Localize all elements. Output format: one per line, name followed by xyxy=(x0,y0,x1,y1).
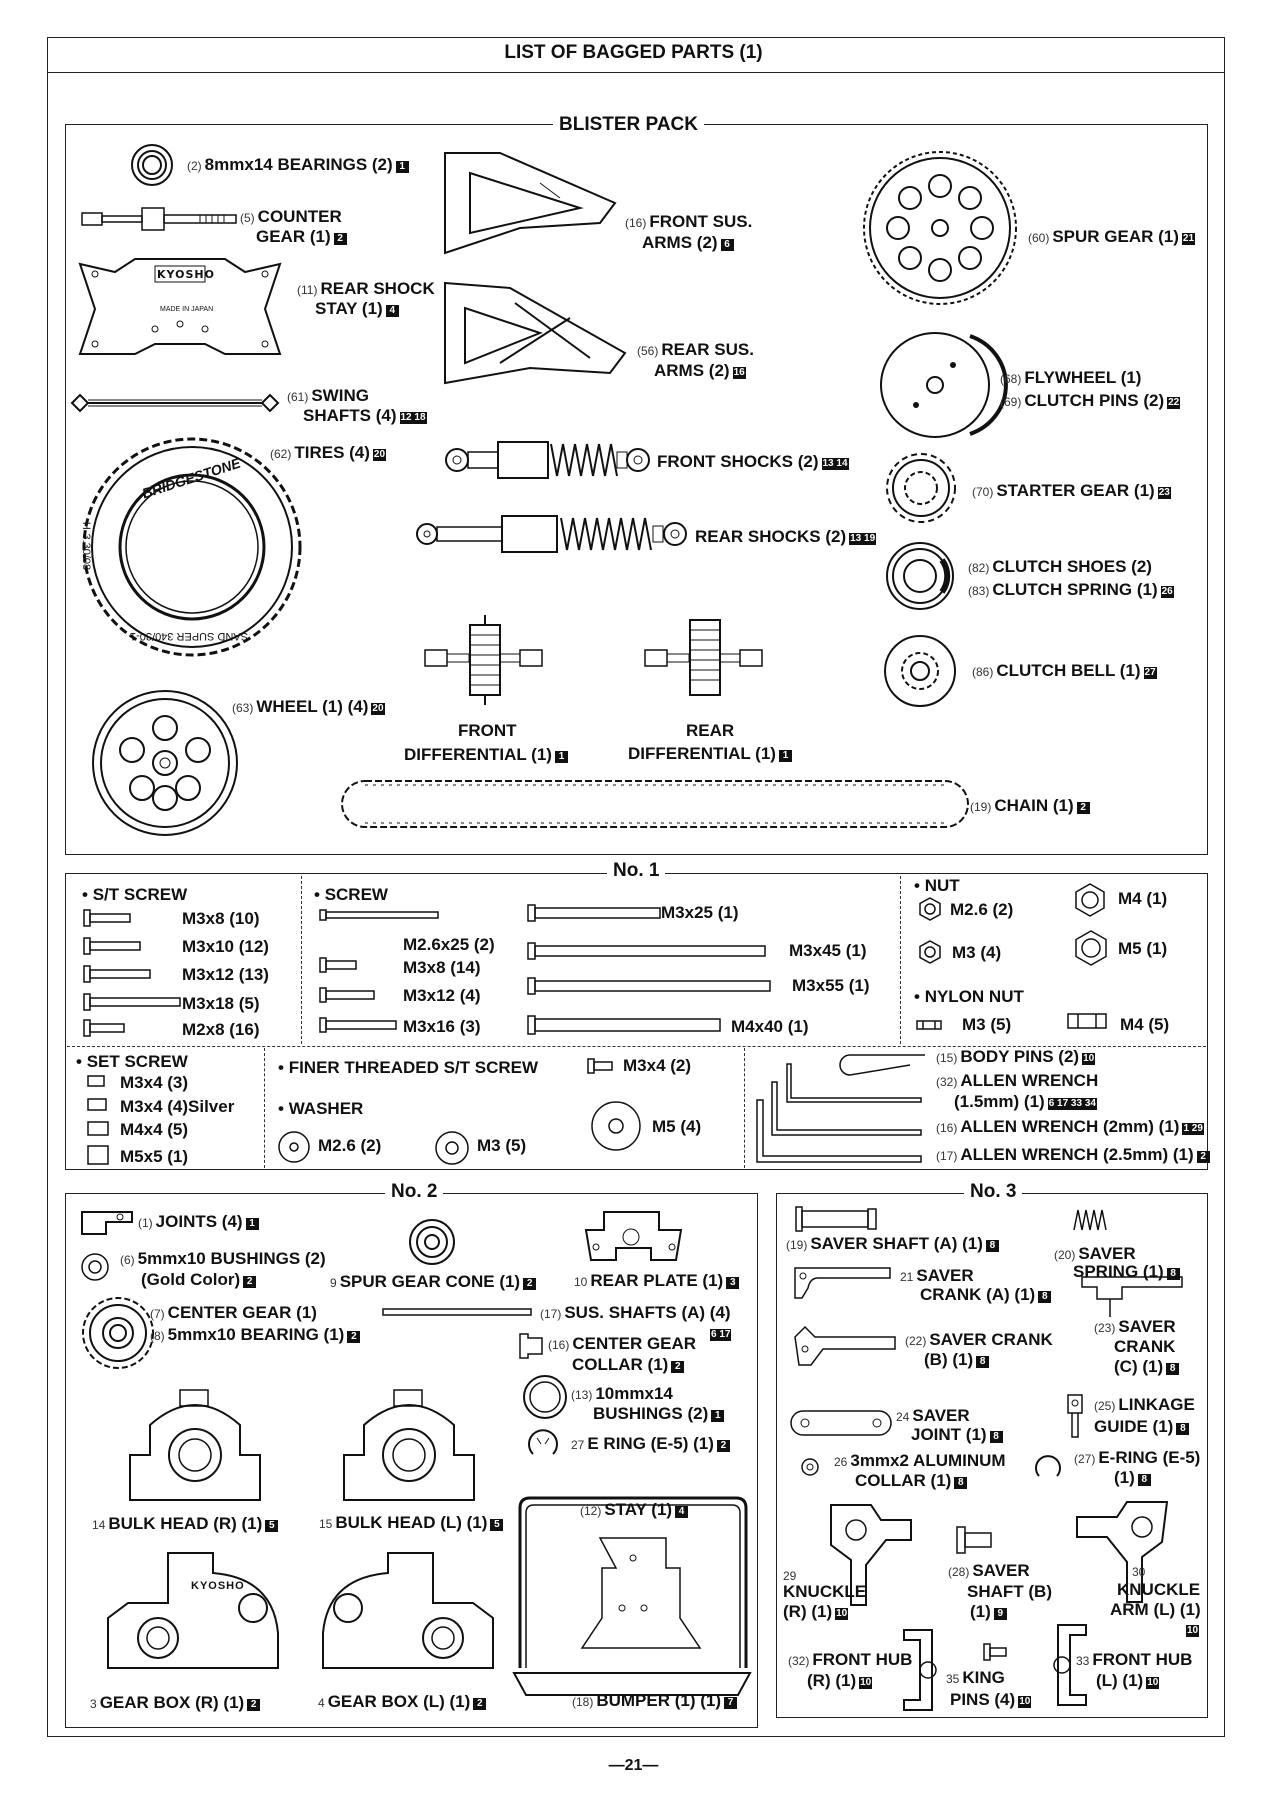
washer-m5-icon xyxy=(590,1100,642,1152)
nylon-nut-m4-icon xyxy=(1066,1010,1108,1032)
set-screw-4: M5x5 (1) xyxy=(120,1147,189,1166)
header-rule xyxy=(47,72,1225,73)
sus-shafts-badge: 6 17 xyxy=(711,1329,731,1340)
saver-shaft-a-drawing xyxy=(794,1205,878,1233)
front-shock-drawing xyxy=(443,438,653,482)
front-shocks-label: FRONT SHOCKS (2) 13 14 xyxy=(657,452,848,471)
gear-box-logo: KYOSHO xyxy=(191,1580,245,1592)
allen-2-label: (16) ALLEN WRENCH (2mm) (1) 1 29 xyxy=(936,1117,1203,1136)
saver-shaft-b-label: (28) SAVER xyxy=(948,1561,1030,1580)
spur-cone-label: 9 SPUR GEAR CONE (1) 2 xyxy=(330,1272,536,1293)
set-screw-1: M3x4 (3) xyxy=(120,1073,189,1092)
saver-shaft-b-l2: SHAFT (B) xyxy=(967,1582,1052,1601)
nut-m3-icon xyxy=(918,940,942,964)
finer-screw-icon xyxy=(586,1057,614,1075)
bulk-head-r-label: 14 BULK HEAD (R) (1) 5 xyxy=(92,1514,278,1535)
saver-spring-qty: SPRING (1) 8 xyxy=(1073,1262,1180,1281)
knuckle-l-label: 30 xyxy=(1132,1565,1146,1579)
wheel-drawing xyxy=(90,688,240,838)
rear-shock-stay-qty: STAY (1) 4 xyxy=(315,299,399,318)
knuckle-l-l1: KNUCKLE xyxy=(1117,1580,1201,1599)
saver-spring-label: (20) SAVER xyxy=(1054,1244,1136,1263)
joint-drawing xyxy=(80,1208,136,1238)
screw-6: M3x45 (1) xyxy=(789,941,867,960)
e-ring-n3-label: (27) E-RING (E-5) xyxy=(1074,1448,1201,1467)
page-title: LIST OF BAGGED PARTS (1) xyxy=(504,42,763,63)
allen-25-label: (17) ALLEN WRENCH (2.5mm) (1) 2 xyxy=(936,1145,1210,1166)
front-sus-arms-qty: ARMS (2) 6 xyxy=(642,233,734,252)
gear-box-r-drawing xyxy=(103,1543,283,1673)
st-screw-1: M3x8 (10) xyxy=(182,909,260,928)
nut-m4: M4 (1) xyxy=(1118,889,1168,908)
st-screw-5: M2x8 (16) xyxy=(182,1020,260,1039)
king-pins-label: 35 KING xyxy=(946,1668,1005,1687)
set-screw-2: M3x4 (4)Silver xyxy=(120,1097,235,1116)
clutch-bell-drawing xyxy=(882,633,958,709)
kyosho-logo: KYOSHO xyxy=(157,268,215,281)
front-differential-drawing xyxy=(420,610,550,710)
joints-label: (1) JOINTS (4) 1 xyxy=(138,1212,259,1233)
nut-m26-icon xyxy=(918,897,942,921)
screw-7: M3x55 (1) xyxy=(792,976,870,995)
spur-gear-cone-drawing xyxy=(408,1218,456,1266)
linkage-guide-label: (25) LINKAGE xyxy=(1094,1395,1195,1414)
st-screw-3: M3x12 (13) xyxy=(182,965,269,984)
saver-crank-a-label: 21 SAVER xyxy=(900,1266,974,1285)
nut-m3: M3 (4) xyxy=(952,943,1002,962)
gear-box-l-label: 4 GEAR BOX (L) (1) 2 xyxy=(318,1692,486,1713)
saver-shaft-b-qty: (1) 9 xyxy=(970,1602,1007,1621)
saver-crank-a-drawing xyxy=(793,1262,893,1302)
allen-15-qty: (1.5mm) (1) 6 17 33 34 xyxy=(954,1092,1096,1111)
aluminum-collar-qty: COLLAR (1) 8 xyxy=(855,1471,967,1490)
set-screws-drawing xyxy=(86,1074,110,1166)
rear-sus-arms-qty: ARMS (2) 16 xyxy=(654,361,745,380)
no1-divider-1 xyxy=(301,876,302,1044)
screw-1: M2.6x25 (2) xyxy=(403,935,495,954)
bushing-drawing xyxy=(80,1252,110,1282)
clutch-pins-label: (69) CLUTCH PINS (2) 22 xyxy=(1000,391,1180,410)
nylon-nut-heading: • NYLON NUT xyxy=(914,987,1024,1006)
spur-gear-label: (60) SPUR GEAR (1) 21 xyxy=(1028,227,1195,246)
nut-m5-icon xyxy=(1073,930,1109,966)
rear-sus-arm-drawing xyxy=(440,278,630,388)
bushings-label: (6) 5mmx10 BUSHINGS (2) xyxy=(120,1249,326,1268)
washer-m26-icon xyxy=(277,1130,311,1164)
swing-shafts-label: (61) SWING xyxy=(287,386,369,405)
knuckle-l-badge: 10 xyxy=(1187,1625,1199,1636)
front-sus-arm-drawing xyxy=(440,148,620,258)
king-pins-qty: PINS (4) 10 xyxy=(950,1690,1031,1709)
stay-label: (12) STAY (1) 4 xyxy=(580,1500,688,1521)
page-number: —21— xyxy=(608,1757,659,1774)
saver-crank-b-label: (22) SAVER CRANK xyxy=(905,1330,1053,1349)
finer-screw-item: M3x4 (2) xyxy=(623,1056,692,1075)
bulk-head-r-drawing xyxy=(120,1385,270,1505)
nylon-nut-m3-icon xyxy=(915,1018,943,1032)
chain-drawing xyxy=(345,773,965,835)
nut-heading: • NUT xyxy=(914,876,960,895)
rear-shock-stay-label: (11) REAR SHOCK xyxy=(297,279,435,298)
saver-shaft-a-label: (19) SAVER SHAFT (A) (1) 8 xyxy=(786,1234,999,1255)
center-collar-label: (16) CENTER GEAR xyxy=(548,1334,697,1353)
set-screw-3: M4x4 (5) xyxy=(120,1120,189,1139)
front-hub-l-label: 33 FRONT HUB xyxy=(1076,1650,1193,1669)
wheel-label: (63) WHEEL (1) (4) 20 xyxy=(232,697,384,716)
st-screws-drawing xyxy=(82,908,182,1038)
bushings-qty: (Gold Color) 2 xyxy=(141,1270,256,1289)
made-in-japan: MADE IN JAPAN xyxy=(160,306,214,313)
saver-crank-c-drawing xyxy=(1080,1275,1190,1320)
e-ring-n3-qty: (1) 8 xyxy=(1114,1468,1151,1487)
saver-joint-drawing xyxy=(789,1409,893,1437)
st-screw-heading: • S/T SCREW xyxy=(82,885,188,904)
st-screw-2: M3x10 (12) xyxy=(182,937,269,956)
front-hub-r-qty: (R) (1) 10 xyxy=(807,1671,872,1690)
clutch-spring-label: (83) CLUTCH SPRING (1) 26 xyxy=(968,580,1173,599)
starter-gear-label: (70) STARTER GEAR (1) 23 xyxy=(972,481,1170,500)
saver-joint-label: 24 SAVER xyxy=(896,1406,970,1425)
aluminum-collar-drawing xyxy=(800,1457,820,1477)
e-ring-n3-drawing xyxy=(1032,1452,1064,1482)
bearing-5-label: (8) 5mmx10 BEARING (1) 2 xyxy=(150,1325,360,1346)
counter-gear-label: (5) COUNTER xyxy=(240,207,342,226)
no1-divider-2 xyxy=(900,876,901,1044)
clutch-bell-label: (86) CLUTCH BELL (1) 27 xyxy=(972,661,1156,680)
front-hub-l-qty: (L) (1) 10 xyxy=(1096,1671,1159,1690)
clutch-shoes-label: (82) CLUTCH SHOES (2) xyxy=(968,557,1152,576)
rear-shock-drawing xyxy=(413,512,691,556)
linkage-guide-qty: GUIDE (1) 8 xyxy=(1094,1417,1189,1436)
chain-label: (19) CHAIN (1) 2 xyxy=(970,796,1090,817)
center-gear-label: (7) CENTER GEAR (1) xyxy=(150,1303,317,1322)
finer-screw-heading: • FINER THREADED S/T SCREW xyxy=(278,1058,539,1077)
nylon-nut-m4: M4 (5) xyxy=(1120,1015,1170,1034)
set-screw-heading: • SET SCREW xyxy=(76,1052,188,1071)
screw-8: M4x40 (1) xyxy=(731,1017,809,1036)
screw-5: M3x25 (1) xyxy=(661,903,739,922)
nut-m4-icon xyxy=(1073,883,1107,917)
knuckle-r-label: 29 xyxy=(783,1569,797,1583)
king-pin-drawing xyxy=(982,1640,1008,1666)
bulk-head-l-drawing xyxy=(334,1385,484,1505)
allen-15-label: (32) ALLEN WRENCH xyxy=(936,1071,1099,1090)
rear-diff-qty: DIFFERENTIAL (1) 1 xyxy=(628,744,792,763)
no1-divider-3 xyxy=(264,1048,265,1168)
washer-m26: M2.6 (2) xyxy=(318,1136,382,1155)
bumper-label: (18) BUMPER (1) (1) 7 xyxy=(572,1691,737,1712)
screw-heading: • SCREW xyxy=(314,885,388,904)
knuckle-l-qty: ARM (L) (1) xyxy=(1110,1600,1201,1619)
rear-shocks-label: REAR SHOCKS (2) 13 19 xyxy=(695,527,876,546)
saver-crank-c-qty: (C) (1) 8 xyxy=(1114,1357,1179,1376)
saver-crank-c-label: (23) SAVER xyxy=(1094,1317,1176,1336)
nut-m5: M5 (1) xyxy=(1118,939,1168,958)
allen-wrench-drawing xyxy=(757,1060,925,1168)
screw-4: M3x16 (3) xyxy=(403,1017,481,1036)
saver-spring-drawing xyxy=(1072,1208,1108,1232)
nut-m26: M2.6 (2) xyxy=(950,900,1014,919)
e-ring-label: 27 E RING (E-5) (1) 2 xyxy=(571,1434,730,1455)
saver-joint-qty: JOINT (1) 8 xyxy=(911,1425,1003,1444)
e-ring-drawing xyxy=(525,1428,561,1460)
sus-shaft-drawing xyxy=(381,1307,533,1317)
linkage-guide-drawing xyxy=(1066,1393,1084,1439)
saver-crank-a-qty: CRANK (A) (1) 8 xyxy=(920,1285,1051,1304)
aluminum-collar-label: 26 3mmx2 ALUMINUM xyxy=(834,1451,1006,1470)
saver-crank-b-drawing xyxy=(793,1325,903,1370)
bush-10-drawing xyxy=(522,1374,568,1420)
knuckle-r-qty: (R) (1) 10 xyxy=(783,1602,848,1621)
washer-heading: • WASHER xyxy=(278,1099,364,1118)
front-hub-r-label: (32) FRONT HUB xyxy=(788,1650,913,1669)
rear-differential-drawing xyxy=(640,610,770,710)
no1-title: No. 1 xyxy=(607,860,665,882)
counter-gear-drawing xyxy=(80,205,240,233)
bearings-label: (2) 8mmx14 BEARINGS (2) 1 xyxy=(187,155,409,176)
bulk-head-l-label: 15 BULK HEAD (L) (1) 5 xyxy=(319,1513,503,1534)
tire-sidewall-text: SAND SUPER 340/30-1 xyxy=(130,630,248,642)
saver-crank-c-l2: CRANK xyxy=(1114,1337,1176,1356)
no2-title: No. 2 xyxy=(385,1181,443,1203)
center-collar-qty: COLLAR (1) 2 xyxy=(572,1355,684,1374)
center-collar-drawing xyxy=(518,1332,544,1360)
flywheel-label: (68) FLYWHEEL (1) xyxy=(1000,368,1142,387)
counter-gear-qty: GEAR (1) 2 xyxy=(256,227,347,246)
rear-plate-drawing xyxy=(584,1207,684,1267)
tire-size-text: H-3.30/08 xyxy=(80,521,93,571)
swing-shaft-drawing xyxy=(70,392,280,414)
st-screw-4: M3x18 (5) xyxy=(182,994,260,1013)
nylon-nut-m3: M3 (5) xyxy=(962,1015,1012,1034)
front-diff-qty: DIFFERENTIAL (1) 1 xyxy=(404,745,568,764)
gear-box-l-drawing xyxy=(318,1543,498,1673)
blister-pack-title: BLISTER PACK xyxy=(553,114,704,136)
washer-m3-icon xyxy=(434,1130,470,1166)
saver-shaft-b-drawing xyxy=(955,1525,993,1555)
screw-3: M3x12 (4) xyxy=(403,986,481,1005)
front-sus-arms-label: (16) FRONT SUS. xyxy=(625,212,753,231)
body-pins-label: (15) BODY PINS (2) 10 xyxy=(936,1047,1095,1066)
center-gear-drawing xyxy=(80,1295,156,1371)
tire-brand: BRIDGESTONE xyxy=(140,454,243,502)
screw-2: M3x8 (14) xyxy=(403,958,481,977)
rear-diff-label: REAR xyxy=(686,721,735,740)
clutch-shoes-drawing xyxy=(884,540,956,612)
washer-m5: M5 (4) xyxy=(652,1117,702,1136)
gear-box-r-label: 3 GEAR BOX (R) (1) 2 xyxy=(90,1693,260,1714)
saver-crank-b-qty: (B) (1) 8 xyxy=(924,1350,989,1369)
flywheel-drawing xyxy=(878,330,993,440)
knuckle-r-l1: KNUCKLE xyxy=(783,1582,867,1601)
tires-label: (62) TIRES (4) 20 xyxy=(270,443,386,462)
spur-gear-drawing xyxy=(860,148,1020,308)
bush-10-qty: BUSHINGS (2) 1 xyxy=(593,1404,724,1423)
bush-10-label: (13) 10mmx14 xyxy=(571,1384,673,1403)
swing-shafts-qty: SHAFTS (4) 12 18 xyxy=(303,406,426,425)
bearing-drawing xyxy=(130,143,174,187)
no3-title: No. 3 xyxy=(964,1181,1022,1203)
washer-m3: M3 (5) xyxy=(477,1136,527,1155)
sus-shafts-label: (17) SUS. SHAFTS (A) (4) xyxy=(540,1303,731,1322)
rear-sus-arms-label: (56) REAR SUS. xyxy=(637,340,754,359)
no1-divider-4 xyxy=(744,1048,745,1168)
rear-plate-label: 10 REAR PLATE (1) 3 xyxy=(574,1271,739,1292)
starter-gear-drawing xyxy=(883,450,959,526)
front-diff-label: FRONT xyxy=(458,721,517,740)
